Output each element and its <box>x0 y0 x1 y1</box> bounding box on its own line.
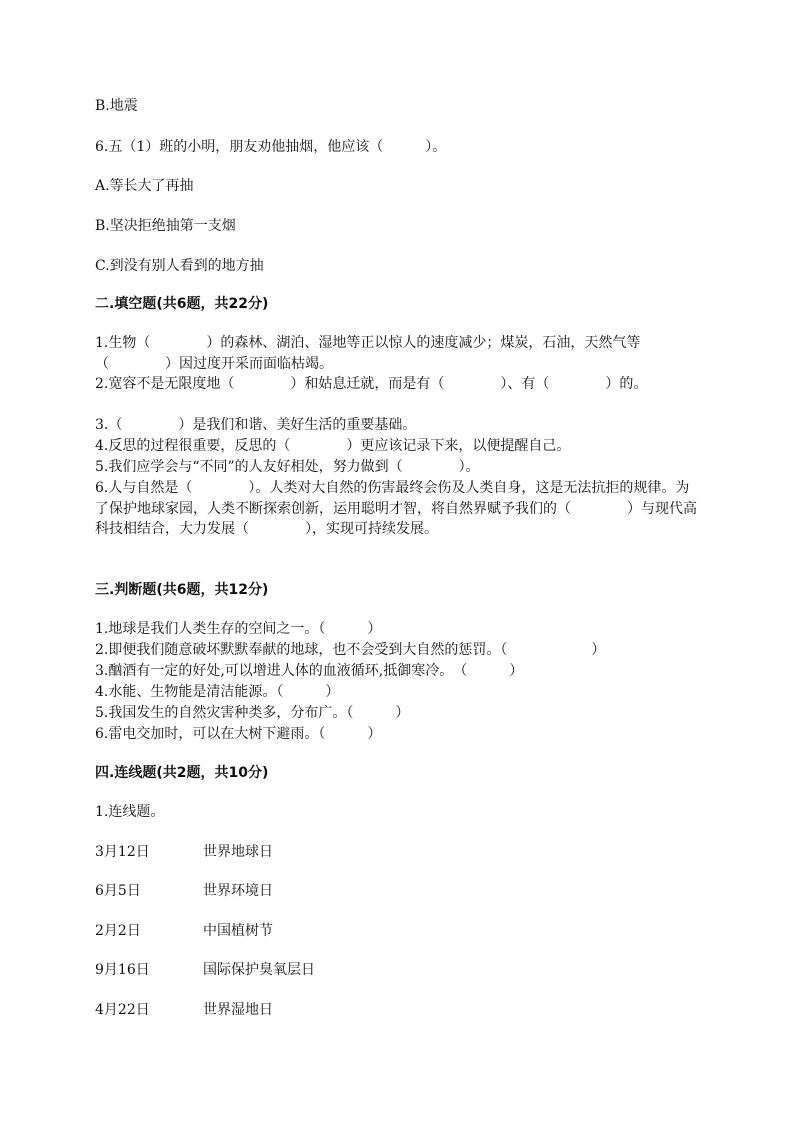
question-6-stem: 6.五（1）班的小明，朋友劝他抽烟，他应该（ ）。 <box>95 139 447 155</box>
fill-blank-item-4: 4.反思的过程很重要，反思的（ ）更应该记录下来，以便提醒自己。 <box>95 438 571 454</box>
matching-event: 国际保护臭氧层日 <box>203 962 315 978</box>
matching-row <box>95 1000 273 1020</box>
true-false-item-2: 2.即便我们随意破坏默默奉献的地球，也不会受到大自然的惩罚。（ ） <box>95 642 606 658</box>
matching-row <box>95 881 273 901</box>
true-false-item-3: 3.酗酒有一定的好处,可以增进人体的血液循环,抵御寒冷。 （ ） <box>95 663 524 679</box>
matching-question-stem: 1.连线题。 <box>95 804 165 820</box>
question-6-option-b: B.坚决拒绝抽第一支烟 <box>95 218 236 234</box>
matching-date: 4月22日 <box>95 1002 150 1018</box>
matching-event: 中国植树节 <box>203 923 273 939</box>
matching-event: 世界环境日 <box>203 883 273 899</box>
true-false-item-4: 4.水能、生物能是清洁能源。（ ） <box>95 684 340 700</box>
matching-row <box>95 921 273 941</box>
matching-row <box>95 960 315 980</box>
section-2-title: 二.填空题(共6题，共22分) <box>95 296 269 312</box>
matching-date: 3月12日 <box>95 844 150 860</box>
true-false-item-6: 6.雷电交加时，可以在大树下避雨。（ ） <box>95 726 382 742</box>
fill-blank-item-6: 6.人与自然是（ ）。人类对大自然的伤害最终会伤及人类自身，这是无法抗拒的规律。为了保护地球家园，人类不断探索创新，运用聪明才智，将自然界赋予我们的（ ）与现代高科技相结合，大力发展（ ），实现可持续发展。 <box>95 480 697 537</box>
section-3-title: 三.判断题(共6题，共12分) <box>95 582 269 598</box>
true-false-item-5: 5.我国发生的自然灾害种类多，分布广。（ ） <box>95 705 410 721</box>
matching-date: 2月2日 <box>95 923 141 939</box>
matching-date: 9月16日 <box>95 962 150 978</box>
fill-blank-item-2: 2.宽容不是无限度地（ ）和姑息迁就，而是有（ ）、有（ ）的。 <box>95 376 648 392</box>
section-4-title: 四.连线题(共2题，共10分) <box>95 765 269 781</box>
fill-blank-item-3: 3.（ ）是我们和谐、美好生活的重要基础。 <box>95 417 417 433</box>
matching-event: 世界地球日 <box>203 844 273 860</box>
true-false-item-1: 1.地球是我们人类生存的空间之一。（ ） <box>95 621 382 637</box>
matching-date: 6月5日 <box>95 883 141 899</box>
fill-blank-item-1: 1.生物（ ）的森林、湖泊、湿地等正以惊人的速度减少；煤炭，石油，天然气等（ ）因过度开采而面临枯竭。 <box>95 335 641 372</box>
question-6-option-a: A.等长大了再抽 <box>95 178 194 194</box>
option-b-earthquake: B.地震 <box>95 98 138 114</box>
matching-event: 世界湿地日 <box>203 1002 273 1018</box>
matching-row <box>95 842 273 862</box>
question-6-option-c: C.到没有别人看到的地方抽 <box>95 258 264 274</box>
fill-blank-item-5: 5.我们应学会与“不同”的人友好相处，努力做到（ ）。 <box>95 459 480 475</box>
